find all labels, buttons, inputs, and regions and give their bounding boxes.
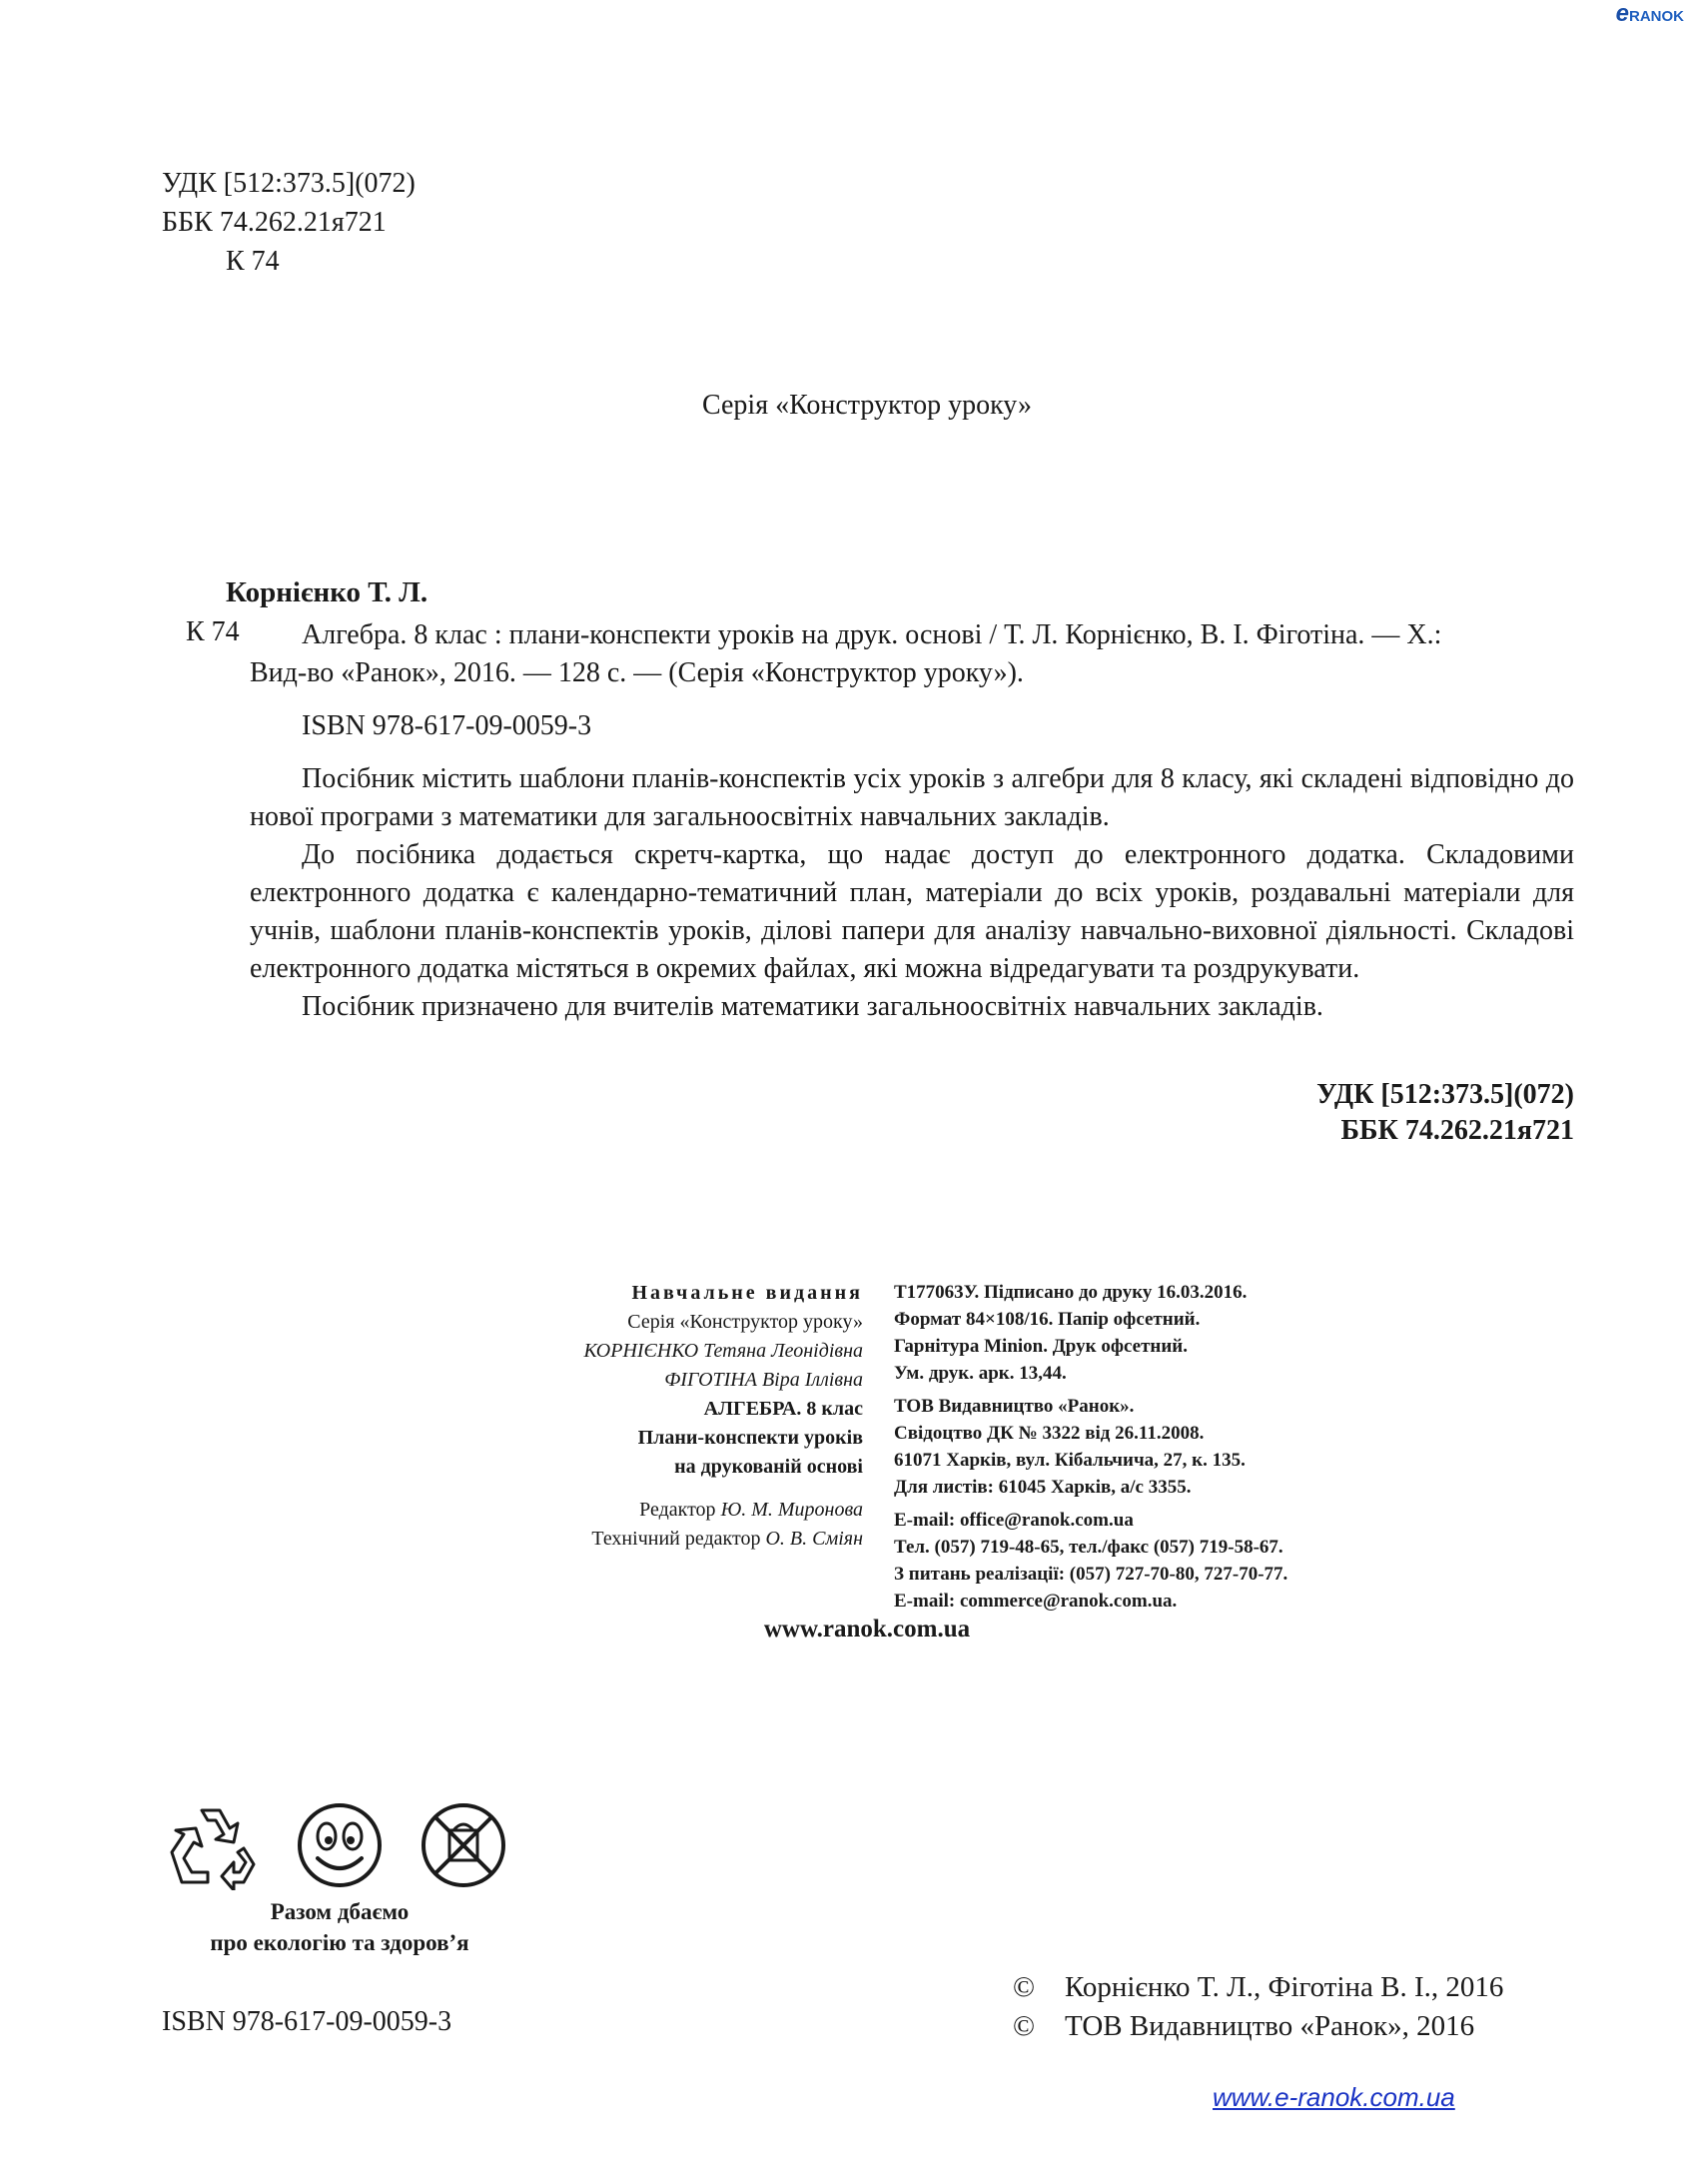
- imprint-line-5: ТОВ Видавництво «Ранок».: [894, 1396, 1135, 1417]
- imprint-line-10: Тел. (057) 719-48-65, тел./факс (057) 719-58-67.: [894, 1537, 1283, 1558]
- recycle-icon: [164, 1800, 262, 1890]
- tech-editor-label: Технічний редактор: [591, 1528, 761, 1550]
- footer-link[interactable]: www.e-ranok.com.ua: [1213, 2082, 1455, 2112]
- series-title: Серія «Конструктор уроку»: [701, 390, 1032, 421]
- abstract-paragraph-1: Посібник містить шаблони планів-конспектів усіх уроків з алгебри для 8 класу, які складені відповідно до нової програми з математики для загальноосвітніх навчальних закладів.: [250, 763, 1574, 832]
- e-ranok-logo: [1616, 0, 1684, 28]
- imprint-editor: [583, 1496, 863, 1525]
- editor-label: Редактор: [639, 1499, 716, 1521]
- bbk-top: ББК 74.262.21я721: [162, 207, 387, 238]
- no-gmo-icon: [418, 1800, 509, 1890]
- copyright-symbol: ©: [1013, 2010, 1036, 2042]
- logo-text: RANOK: [1629, 8, 1684, 25]
- copyright-text-1: Корнієнко Т. Л., Фіготіна В. І., 2016: [1065, 1971, 1504, 2003]
- imprint-title: АЛГЕБРА. 8 клас: [703, 1398, 863, 1420]
- edition-type: Навчальне видання: [631, 1282, 863, 1304]
- imprint-line-9: E-mail: office@ranok.com.ua: [894, 1510, 1134, 1531]
- bib-author-sign: К 74: [186, 616, 240, 647]
- copyright-line-1: [1013, 1968, 1503, 2007]
- imprint-line-3: Гарнітура Minion. Друк офсетний.: [894, 1336, 1188, 1357]
- imprint-line-1: Т177063У. Підписано до друку 16.03.2016.: [894, 1282, 1248, 1303]
- eco-slogan: [180, 1896, 499, 1958]
- copyright-symbol: ©: [1013, 1971, 1036, 2003]
- imprint-author-1: КОРНІЄНКО Тетяна Леонідівна: [583, 1340, 863, 1362]
- bib-description: [250, 616, 1574, 692]
- udk-right: УДК [512:373.5](072): [1316, 1079, 1574, 1110]
- bbk-right: ББК 74.262.21я721: [1340, 1115, 1574, 1146]
- publisher-site: www.ranok.com.ua: [763, 1616, 971, 1642]
- imprint-subtitle-1: Плани-конспекти уроків: [637, 1427, 863, 1449]
- imprint-tech-editor: [583, 1525, 863, 1554]
- imprint-subtitle-2: на друкованій основі: [674, 1456, 863, 1478]
- editor-name: Ю. М. Миронова: [720, 1499, 863, 1521]
- imprint-series: Серія «Конструктор уроку»: [627, 1311, 863, 1333]
- imprint-line-7: 61071 Харків, вул. Кібальчича, 27, к. 135.: [894, 1450, 1246, 1471]
- isbn-bib: ISBN 978-617-09-0059-3: [302, 710, 592, 741]
- imprint-line-12: E-mail: commerce@ranok.com.ua.: [894, 1591, 1178, 1612]
- udk-right-block: [1316, 1077, 1574, 1149]
- isbn-bottom: ISBN 978-617-09-0059-3: [162, 2006, 452, 2037]
- imprint-right: [894, 1279, 1287, 1615]
- bib-author: Корнієнко Т. Л.: [226, 576, 428, 608]
- imprint-author-2: ФІГОТІНА Віра Іллівна: [664, 1369, 863, 1391]
- logo-e: e: [1615, 0, 1629, 27]
- imprint-line-4: Ум. друк. арк. 13,44.: [894, 1363, 1067, 1384]
- abstract-paragraph-2: До посібника додається скретч-картка, що надає доступ до електронного додатка. Складовими електронного додатка є календарно-тематичний план, матеріали до всіх уроків, роздавальні матеріали для учнів, шаблони планів-конспектів уроків, ділові папери для аналізу навчально-виховної діяльності. Складові електронного додатка містяться в окремих файлах, які можна відредагувати та роздрукувати.: [250, 839, 1574, 984]
- author-sign-top: К 74: [226, 246, 280, 277]
- copyright-block: [1013, 1968, 1503, 2046]
- abstract-paragraph-3: Посібник призначено для вчителів математики загальноосвітніх навчальних закладів.: [302, 991, 1323, 1022]
- udk-top: УДК [512:373.5](072): [162, 168, 416, 199]
- abstract: [250, 760, 1574, 1026]
- imprint-left: [583, 1279, 863, 1554]
- imprint-line-2: Формат 84×108/16. Папір офсетний.: [894, 1309, 1201, 1330]
- imprint-line-6: Свідоцтво ДК № 3322 від 26.11.2008.: [894, 1423, 1205, 1444]
- tech-editor-name: О. В. Сміян: [765, 1528, 863, 1550]
- eco-icons: [164, 1800, 537, 1890]
- imprint-line-11: З питань реалізації: (057) 727-70-80, 727-70-77.: [894, 1564, 1288, 1585]
- copyright-text-2: ТОВ Видавництво «Ранок», 2016: [1065, 2010, 1475, 2042]
- eco-slogan-line-2: про екологію та здоров’я: [210, 1930, 469, 1955]
- eco-slogan-line-1: Разом дбаємо: [270, 1899, 410, 1924]
- copyright-line-2: [1013, 2007, 1503, 2046]
- smiley-icon: [294, 1800, 386, 1890]
- imprint-line-8: Для листів: 61045 Харків, а/с 3355.: [894, 1477, 1192, 1498]
- bib-line-1: Алгебра. 8 клас : плани-конспекти уроків на друк. основі / Т. Л. Корнієнко, В. І. Фіготіна. — Х.:: [302, 619, 1442, 650]
- bib-line-2: Вид-во «Ранок», 2016. — 128 с. — (Серія «Конструктор уроку»).: [250, 657, 1024, 688]
- udk-top-block: [162, 164, 416, 281]
